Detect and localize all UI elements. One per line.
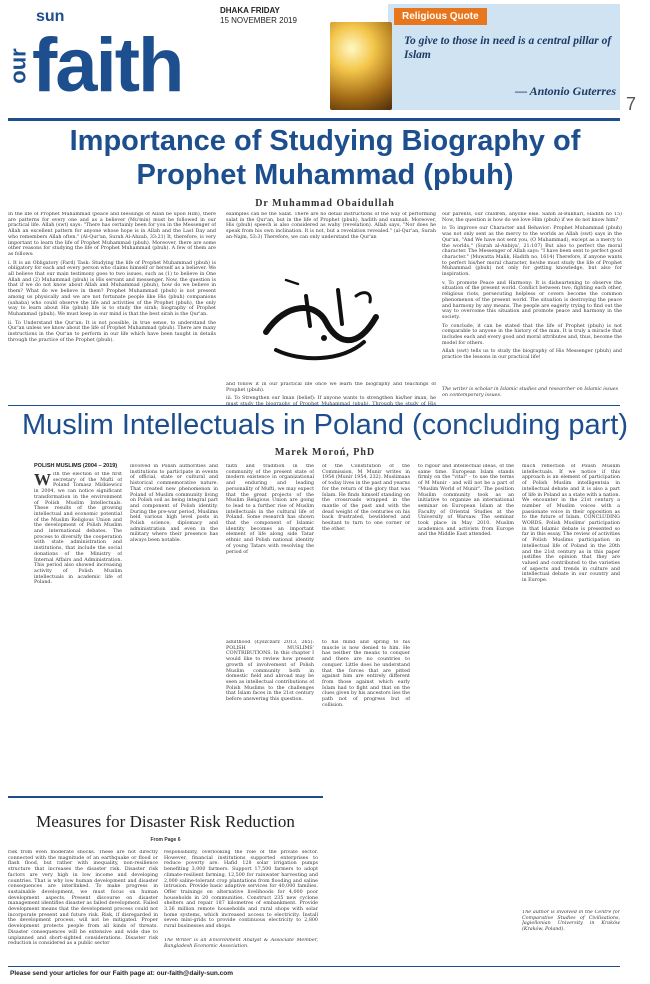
article2-title: Muslim Intellectuals in Poland (concluding part) bbox=[21, 409, 629, 441]
article1-paragraph: To conclude, it can be stated that the life of Prophet (pbuh) is not comparable to anyone in the history of the man. It is truly a miracle that includes each and every good and moral attributes and, thus, become the model for others. bbox=[442, 323, 622, 346]
section-tag: Religious Quote bbox=[394, 8, 487, 25]
article1-title: Importance of Studying Biography of Prophet Muhammad (pbuh) bbox=[69, 125, 581, 191]
article2-column-3b bbox=[226, 640, 314, 792]
article1-paragraph: In the life of Prophet Muhammad (peace and blessings of Allah be upon Him), there are patterns for every one and as a believer (Mu'min) must be followed in our practical life. Allah (swt) says: "There has certainly been for you in the Messenger of Allah an excellent pattern for anyone whose hope is in Allah and the Last Day and who remembers Allah often." (Al-Qur'an, Surah Al-Ahzab, 33:21) It, therefore, is very important to learn the life of Prophet Muhammad (pbuh). Moreover, there are some other reasons for studying the life of Prophet Muhammad (pbuh). A few of them are as follows: bbox=[8, 212, 216, 257]
article2-column-4b bbox=[322, 640, 410, 956]
article1-author-note: The writer is scholar in Islamic studies and researcher on Islamic issues on contemporary issues. bbox=[442, 387, 619, 398]
logo-faith: faith bbox=[32, 23, 183, 108]
footer-submission-note: Please send your articles for our Faith page at: our-faith@daily-sun.com bbox=[10, 970, 234, 977]
religious-quote: To give to those in need is a central pillar of Islam bbox=[404, 35, 612, 61]
candle-photo bbox=[330, 22, 392, 110]
article3-continued-from: From Page 6 bbox=[150, 837, 181, 843]
article3-column-2 bbox=[164, 850, 318, 934]
logo-our: our bbox=[6, 48, 32, 84]
logo-sun: sun bbox=[36, 8, 65, 25]
article2-column-4 bbox=[322, 464, 410, 636]
article2-paragraph: involved in Polish authorities and institutions to participate in events of official, state or cultural and historical commemorative nature. That created new phenomenon in Poland of Muslim community living on Polish soil as being integral part and component of Polish identity. During the pre-war period, Muslims held various high level posts in Polish science, diplomacy and administration and even in the military where their presence has always been notable. bbox=[130, 464, 218, 544]
article3-title: Measures for Disaster Risk Reduction bbox=[36, 812, 295, 831]
muhammad-calligraphy bbox=[246, 262, 396, 380]
article1-paragraph: iv. To improve our Character and Behavior: Prophet Muhammad (pbuh) was not only sent as the mercy to the worlds as Allah (swt) says in the Qur'an, "And We have not sent you, (O Muhammad), except as a mercy to the worlds." (Surah al-Anbiya', 21:107) But also to perfect the moral character. The Messenger of Allah says: "I have been sent to perfect good character." (Muwatta Malik, Hadith no. 1614) Therefore, if anyone wants to perfect his/her moral character, he/she must study the life of Prophet Muhammad (pbuh) not only for getting knowledge, but also for inspiration. bbox=[442, 226, 622, 278]
quote-author: — Antonio Guterres bbox=[515, 84, 616, 98]
article2-column-2 bbox=[130, 464, 218, 792]
article1-rule bbox=[8, 405, 620, 406]
article2-paragraph: of the Constitution of the Commission, M Munir writes in 1954 (Munir 1954, 232). Muslimaas of today lives in the past and yearns for the return of the glory that was Islam. He finds himself standing on the crossroads wrapped in the mantle of the past and with the dead weight of the centuries on his back frustrated, bewildered and hesitant to turn to one corner or the other. bbox=[322, 464, 410, 532]
article1-paragraph: our parents, our children, anyone else. Sahih al-Bukhari, Hadith no 15) Now, the question is how do we love Him (pbuh) if we do not know him? bbox=[442, 212, 622, 223]
article1-paragraph: i. It is an Obligatory (Fard) Task: Studying the life of Prophet Muhammad (pbuh) is obligatory for each and every person who claims himself or herself as a believer. We all believe that our main testimony goes to two issues, such as (1) to believe in One Allah and (2) Muhammad (pbuh) is His servant and messenger. Now, the question is that if we do not know about Allah and Muhammad (pbuh), how do we believe in them? What do we believe in them? Prophet Muhammad (pbuh) is not present among us physically and we are not fortunate people like His (pbuh) companions (sahaba) who could observe the life and activities of the Prophet (pbuh), the only way to learn about His (pbuh) life is to study the sirah; biography of Prophet Muhammad (pbuh). We must keep in our mind is that the best sirah is the Qur'an. bbox=[8, 260, 216, 317]
article2-paragraph: to his mind and spring to his muscle is now denied to him. He has neither the means to conquer and there are no countries to conquer. Little does he understand that the forces that are pitted against him are entirely different from those against which early Islam had to fight and that on the clues given by his ancestors lies the path not of progress but of collision. bbox=[322, 640, 410, 708]
article1-paragraph: examples can be the Salat. There are no detail instructions of the way of performing salat in the Qur'an, but in the life of Prophet (pbuh), hadith and sunnah. Moreover, His (pbuh) speech is also considered as wahy (revelation). Allah says, "Nor does he speak from his own inclination. It is not, but a revelation revealed." (al-Qur'an, Surah an-Najm, 53:3) Therefore, we can only understand the Qur'an bbox=[226, 212, 436, 240]
article1-paragraph: ii. To Understand the Qur'an: It is not possible, in true sense, to understand the Qur'an unless we know about the life of Prophet Muhammad (pbuh). There are many instructions in the Qur'an to perform in our life which have been taught in details through the practice of the Prophet (pbuh). bbox=[8, 320, 216, 343]
article1-column-2b bbox=[226, 382, 436, 406]
article1-column-1 bbox=[8, 212, 216, 402]
article3-paragraph: risk from even moderate shocks. These are not directly connected with the magnitude of an earthquake or flood or flash flood, but rather with inequality, non-resilience structure that increases the disaster risk. Disaster risk factors are very high in low income and developing countries. That is why low human development and disaster consequences are interlinked. To make progress in sustainable development, we must focus on human development aspects. Present discourse on disaster management identifies disaster as failed development. Failed development means that the development process could not incorporate present and future risk. Risk, if disregarded in the development process, will not be mitigated. Proper development protects people from all kinds of threats. Disaster consequences will be extensive and wide due to unplanned and short-sighted considerations. Disaster risk reduction is considered as a public sector bbox=[8, 850, 158, 947]
article2-column-3 bbox=[226, 464, 314, 636]
article2-column-5 bbox=[418, 464, 514, 956]
masthead bbox=[0, 0, 650, 120]
drop-cap: W bbox=[34, 472, 51, 489]
article1-byline: Dr Muhammad Obaidullah bbox=[255, 198, 395, 209]
article1-column-2 bbox=[226, 212, 436, 258]
masthead-logo bbox=[8, 4, 213, 116]
article2-paragraph: adulthood (Łyszczarz 2013, 265). POLISH MUSLIMS' CONTRIBUTIONS. In this chapter I would like to review how present growth of involvement of Polish Muslim community both in domestic field and abroad may be seen as intellectual contributions of Polish Muslims to the challenges that Islam faces in the 21st century before answering this question. bbox=[226, 640, 314, 703]
article3-author-note: The Writer is an Environment Analyst & Associate Member, Bangladesh Economic Association. bbox=[164, 938, 318, 949]
issue-date bbox=[220, 6, 297, 26]
article1-column-3 bbox=[442, 212, 622, 384]
article2-byline: Marek Moroń, PhD bbox=[274, 447, 376, 458]
article2-kicker: POLISH MUSLIMS (2004 – 2019) bbox=[34, 463, 118, 469]
article2-paragraph: faith and tradition in the community of the present state of modern existence in organizational and enduring and leading personality of Mufti, we may expect that the great projects of the Muslim Religious Union are going to lead to a further rise of Muslim intellectuals in the cultural life of Poland. Some research has shown that the component of Islamic identity becomes an important element of life along side Tatar ethnic and Polish national identity of young Tatars with resolving the period of bbox=[226, 464, 314, 555]
article2-paragraph: much reflection of Polish Muslim intellectuals. If we notice if this approach is an element of participation of Polish Muslim intelligentsia in intellectual debate and it is also a part of life in Poland as a state with a nation. We encounter in the 21st century a number of Muslim voices with a passionate voice in their opposition as to the future of Islam. CONCLUDING WORDS. Polish Muslims' participation in that Islamic debate is presented so far in this essay. The review of activities of Polish Muslims participation in intellectual life of Poland in the 20th and the 21st century as in this paper justifies the opinion that they are valued and contributed to the varieties of aspects and trends in culture and intellectual debate in our country and in Europe. bbox=[522, 464, 620, 584]
article2-paragraph: ith the election of the first secretary of the Mufti of Poland Tomasz Miśkiewicz in 2004, we can notice significant transformation in the environment of Polish Muslim Intellectuals. These results of the growing intellectual and economic potential of the Muslim Religious Union and the development of Polish Muslim and international debates. The process to diversify the cooperation with state administration and institutions, that include the social donations of the Ministry of Internal Affairs and Administration. This period also showed increasing activity of Polish Muslim intellectuals in academic life of Poland. bbox=[34, 472, 122, 586]
article1-paragraph: iii. To Strengthen our Iman (belief): If anyone wants to strengthen his/her iman, he bbox=[226, 396, 436, 402]
issue-city: DHAKA FRIDAY bbox=[220, 6, 280, 15]
page-number: 7 bbox=[626, 94, 637, 114]
article2-author-note: The author is involved in the Centre for Comparative Studies of Civilisations, Jagiellonian University in Kraków (Kraków, Poland). bbox=[522, 910, 620, 933]
article1-paragraph: v. To promote Peace and Harmony: It is disheartening to observe the situation of the present world. Conflict between two, fighting each other, religious riots, persecuting helpless or covers become the common phenomenon of the present world. The situation is destroying the peace and harmony by any means. The people are eagerly trying to find out the way to overcome this situation and promote peace and harmony in the society. bbox=[442, 280, 622, 320]
article3-column-1 bbox=[8, 850, 158, 960]
article1-paragraph: Allah (swt) tells us to study the biography of His Messenger (pbuh) and practice the lessons in our practical life! bbox=[442, 349, 622, 361]
page-footer bbox=[8, 966, 620, 980]
article2-paragraph: to rigour and intellectual ideas, of the same time. European Islam stands firmly on the "vital" - to use the terms of M Munir - and will not be a part of "Muslim World of Munir". The position Muslim community took as an initiative to organize an international seminar on European Islam at the Faculty of Oriental Studies at the University of Warsaw. The seminar took place in May 2010. Muslim academics and activists from Europe and the Middle East attended. bbox=[418, 464, 514, 538]
article2-column-6 bbox=[522, 464, 620, 904]
article3-paragraph: responsibility, overlooking the role of the private sector. However, financial institutions supported enterprises to reduce poverty are. Hafid 128 solar irrigation pumps benefiting 3,000 farmers. Support 17,500 farmers to adopt climate-resilient farming, 12,500 for rainwater harvesting and 2,000 saline-tolerant crop plantations from flooding and saline intrusion. Provide basic adaptive services for 40,000 families. Offer trainings on alternative livelihoods for 4,000 poor households in 20 communities. Construct 235 new cyclone shelters and repair 187 kilometres of embankment. Provide 3.36 million remote households and rural shops with solar home systems, which increased access to electricity. Install seven mini-grids to provide continuous electricity to 2,800 rural businesses and shops. bbox=[164, 850, 318, 930]
issue-day: 15 NOVEMBER 2019 bbox=[220, 16, 297, 25]
masthead-rule bbox=[8, 118, 620, 121]
article1-paragraph: and follow it in our practical life once we learn the biography and teachings of Prophet (pbuh). bbox=[226, 382, 436, 393]
article2-column-1 bbox=[34, 472, 122, 792]
